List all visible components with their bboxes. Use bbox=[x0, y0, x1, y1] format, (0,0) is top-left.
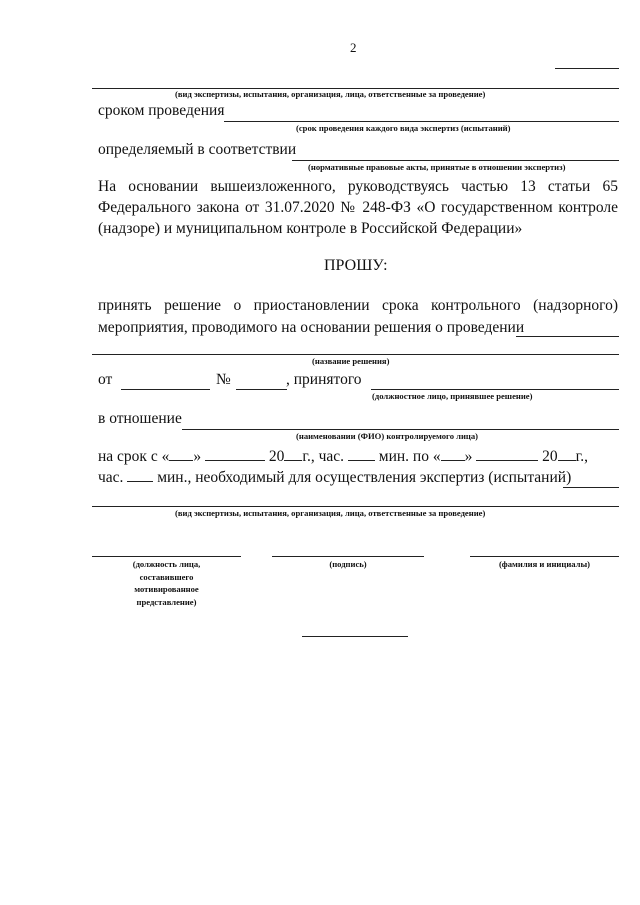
from-hour-label: г., час. bbox=[302, 448, 345, 465]
date-line bbox=[121, 389, 210, 390]
to-year-prefix: 20 bbox=[542, 448, 558, 465]
label-term: сроком проведения bbox=[98, 102, 225, 119]
to-day-blank bbox=[441, 448, 465, 461]
from-hour-blank bbox=[348, 448, 375, 461]
top-right-rule bbox=[555, 68, 619, 69]
caption-expertise-type-bottom: (вид экспертизы, испытания, организация, лица, ответственные за проведение) bbox=[175, 508, 486, 518]
to-hour-blank bbox=[127, 469, 153, 482]
caption-position bbox=[92, 558, 241, 608]
number-line bbox=[236, 389, 287, 390]
basis-line-1: На основании вышеизложенного, руководствуясь частью 13 статьи 65 bbox=[98, 178, 618, 195]
closing-rule bbox=[302, 636, 408, 637]
position-signature-line bbox=[92, 556, 241, 557]
to-year-blank bbox=[558, 448, 576, 461]
signature-line bbox=[272, 556, 424, 557]
label-adopted: , принятого bbox=[286, 371, 362, 388]
label-defined: определяемый в соответствии bbox=[98, 141, 297, 158]
period-purpose: мин., необходимый для осуществления экспертиз (испытаний) bbox=[157, 469, 572, 486]
period-from-prefix: на срок с « bbox=[98, 448, 170, 465]
to-quote-close: » bbox=[464, 448, 473, 465]
to-prefix: мин. по « bbox=[378, 448, 441, 465]
to-hour-label: час. bbox=[98, 469, 124, 486]
caption-position-line-2: составившего bbox=[139, 571, 194, 582]
label-regarding: в отношение bbox=[98, 410, 182, 427]
to-month-blank bbox=[476, 448, 538, 461]
person-line bbox=[182, 429, 619, 430]
caption-norms: (нормативные правовые акты, принятые в отношении экспертиз) bbox=[308, 162, 566, 172]
caption-person: (наименовании (ФИО) контролируемого лица) bbox=[296, 431, 479, 441]
name-line bbox=[470, 556, 619, 557]
caption-position-line-1: (должность лица, bbox=[132, 559, 201, 569]
term-line bbox=[224, 121, 619, 122]
basis-line-3: (надзоре) и муниципальном контроле в Российской Федерации» bbox=[98, 220, 523, 237]
from-day-blank bbox=[169, 448, 193, 461]
period-quote-close: » bbox=[193, 448, 202, 465]
from-month-blank bbox=[205, 448, 265, 461]
period-line-2 bbox=[98, 469, 571, 487]
caption-expertise-type-top: (вид экспертизы, испытания, организация, лица, ответственные за проведение) bbox=[175, 89, 486, 99]
expertise-type-line-bottom bbox=[92, 506, 619, 507]
caption-signature: (подпись) bbox=[329, 559, 367, 569]
caption-position-line-4: представление) bbox=[136, 596, 197, 607]
caption-official: (должностное лицо, принявшее решение) bbox=[372, 391, 533, 401]
period-line-end bbox=[563, 487, 619, 488]
official-line bbox=[371, 389, 619, 390]
decision-line-end bbox=[516, 336, 619, 337]
label-number: № bbox=[216, 371, 231, 388]
caption-position-line-3: мотивированное bbox=[134, 584, 199, 594]
from-year-prefix: 20 bbox=[268, 448, 285, 465]
basis-line-2: Федерального закона от 31.07.2020 № 248-ФЗ «О государственном контроле bbox=[98, 199, 618, 216]
caption-name: (фамилия и инициалы) bbox=[498, 559, 591, 569]
period-line-1 bbox=[98, 448, 588, 466]
caption-term: (срок проведения каждого вида экспертиз (испытаний) bbox=[296, 123, 511, 133]
caption-decision: (название решения) bbox=[312, 356, 390, 366]
from-year-blank bbox=[284, 448, 302, 461]
label-from: от bbox=[98, 371, 113, 388]
decision-name-line bbox=[92, 354, 619, 355]
request-line-1: принять решение о приостановлении срока контрольного (надзорного) bbox=[98, 297, 618, 314]
request-heading: ПРОШУ: bbox=[324, 257, 388, 274]
request-line-2: мероприятия, проводимого на основании решения о проведении bbox=[98, 319, 525, 336]
norms-line bbox=[292, 160, 619, 161]
to-year-suffix: г., bbox=[575, 448, 588, 465]
page-number: 2 bbox=[350, 40, 357, 55]
